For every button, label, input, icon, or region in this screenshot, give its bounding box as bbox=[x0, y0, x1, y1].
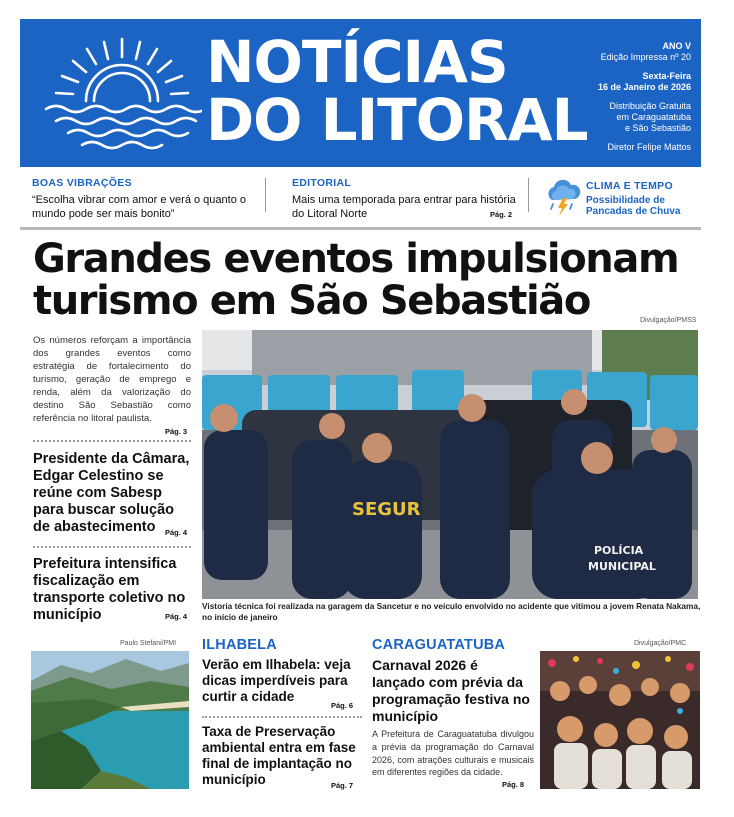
carnaval-photo-image bbox=[540, 651, 700, 789]
weather-forecast bbox=[586, 195, 680, 217]
vest-label: MUNICIPAL bbox=[588, 560, 656, 573]
director: Diretor Felipe Mattos bbox=[607, 142, 691, 152]
teaser-editorial-title: EDITORIAL bbox=[292, 177, 352, 189]
edition-number: Edição Impressa nº 20 bbox=[600, 52, 691, 62]
edition-date: 16 de Janeiro de 2026 bbox=[597, 82, 691, 92]
page-ref: Pág. 6 bbox=[331, 701, 354, 710]
divider bbox=[528, 178, 529, 212]
photo-credit: Paulo Stefani/PMI bbox=[120, 640, 177, 647]
distribution-line3: e São Sebastião bbox=[624, 123, 691, 133]
teaser-good-vibes-text: “Escolha vibrar com amor e verá o quanto o mundo pode ser mais bonito” bbox=[32, 194, 246, 220]
edition-weekday: Sexta-Feira bbox=[642, 71, 691, 81]
main-headline-line2: turismo em São Sebastião bbox=[33, 278, 590, 324]
page-ref: Pág. 4 bbox=[165, 612, 188, 621]
photo-credit: Divulgação/PMC bbox=[634, 640, 687, 647]
caraguatatuba-body: A Prefeitura de Caraguatatuba divulgou a prévia da programação do Carnaval 2026, com atrações culturais e musicais em diferentes regiões da cidade. bbox=[372, 729, 534, 778]
masthead-title bbox=[206, 28, 588, 154]
teaser-good-vibes[interactable] bbox=[32, 177, 262, 221]
side-story-headline[interactable]: Prefeitura intensifica fiscalização em transporte coletivo no município bbox=[33, 556, 186, 623]
section-separator bbox=[20, 227, 701, 230]
page-ref: Pág. 8 bbox=[502, 780, 525, 789]
main-headline[interactable] bbox=[33, 238, 713, 322]
teaser-editorial-text: Mais uma temporada para entrar para história do Litoral Norte bbox=[292, 194, 516, 220]
storm-cloud-icon bbox=[544, 176, 582, 216]
sun-icon bbox=[42, 33, 202, 151]
caraguatatuba-headline[interactable]: Carnaval 2026 é lançado com prévia da programação festiva no município bbox=[372, 657, 530, 724]
ilhabela-photo bbox=[31, 651, 189, 789]
carnaval-photo bbox=[540, 651, 700, 789]
page-ref: Pág. 3 bbox=[165, 427, 188, 436]
masthead bbox=[20, 19, 701, 167]
ilhabela-story-headline[interactable]: Taxa de Preservação ambiental entra em fase final de implantação no município bbox=[202, 724, 356, 787]
main-photo-image bbox=[202, 330, 698, 599]
side-story-headline[interactable]: Presidente da Câmara, Edgar Celestino se reúne com Sabesp para buscar solução de abastecimento bbox=[33, 451, 190, 535]
masthead-title-line1: NOTÍCIAS bbox=[206, 28, 508, 96]
dotted-divider bbox=[33, 546, 191, 548]
teaser-weather-title: CLIMA E TEMPO bbox=[586, 180, 673, 192]
ilhabela-photo-image bbox=[31, 651, 189, 789]
page-ref: Pág. 2 bbox=[490, 210, 513, 219]
dotted-divider bbox=[33, 440, 191, 442]
teaser-bar bbox=[20, 172, 701, 226]
vest-label: POLÍCIA bbox=[594, 544, 644, 557]
masthead-title-line2: DO LITORAL bbox=[206, 86, 588, 154]
section-title-ilhabela: ILHABELA bbox=[202, 637, 277, 653]
weather-line1: Possibilidade de bbox=[586, 195, 665, 206]
distribution-line2: em Caraguatatuba bbox=[616, 112, 691, 122]
edition-year: ANO V bbox=[662, 41, 691, 51]
divider bbox=[265, 178, 266, 212]
ilhabela-story-headline[interactable]: Verão em Ilhabela: veja dicas imperdíveis para curtir a cidade bbox=[202, 657, 351, 704]
dotted-divider bbox=[202, 716, 362, 718]
page-ref: Pág. 7 bbox=[331, 781, 354, 790]
lead-paragraph: Os números reforçam a importância dos grandes eventos como estratégia de fortalecimento do turismo, geração de emprego e renda, além da valorização do destino São Sebastião como referência no litoral paulista. bbox=[33, 335, 191, 424]
section-title-caraguatatuba: CARAGUATATUBA bbox=[372, 637, 506, 653]
main-headline-line1: Grandes eventos impulsionam bbox=[33, 236, 679, 282]
photo-credit: Divulgação/PMSS bbox=[640, 317, 697, 324]
distribution-line1: Distribuição Gratuita bbox=[609, 101, 691, 111]
main-photo bbox=[202, 330, 698, 599]
weather-line2: Pancadas de Chuva bbox=[586, 206, 681, 217]
teaser-good-vibes-title: BOAS VIBRAÇÕES bbox=[32, 177, 132, 189]
vest-label: SEGUR bbox=[352, 499, 421, 520]
page-ref: Pág. 4 bbox=[165, 528, 188, 537]
edition-info bbox=[561, 41, 691, 153]
photo-caption: Vistoria técnica foi realizada na garagem da Sancetur e no veículo envolvido no acidente que vitimou a jovem Renata Nakama, no início de janeiro bbox=[202, 601, 701, 622]
teaser-editorial[interactable] bbox=[292, 177, 522, 221]
